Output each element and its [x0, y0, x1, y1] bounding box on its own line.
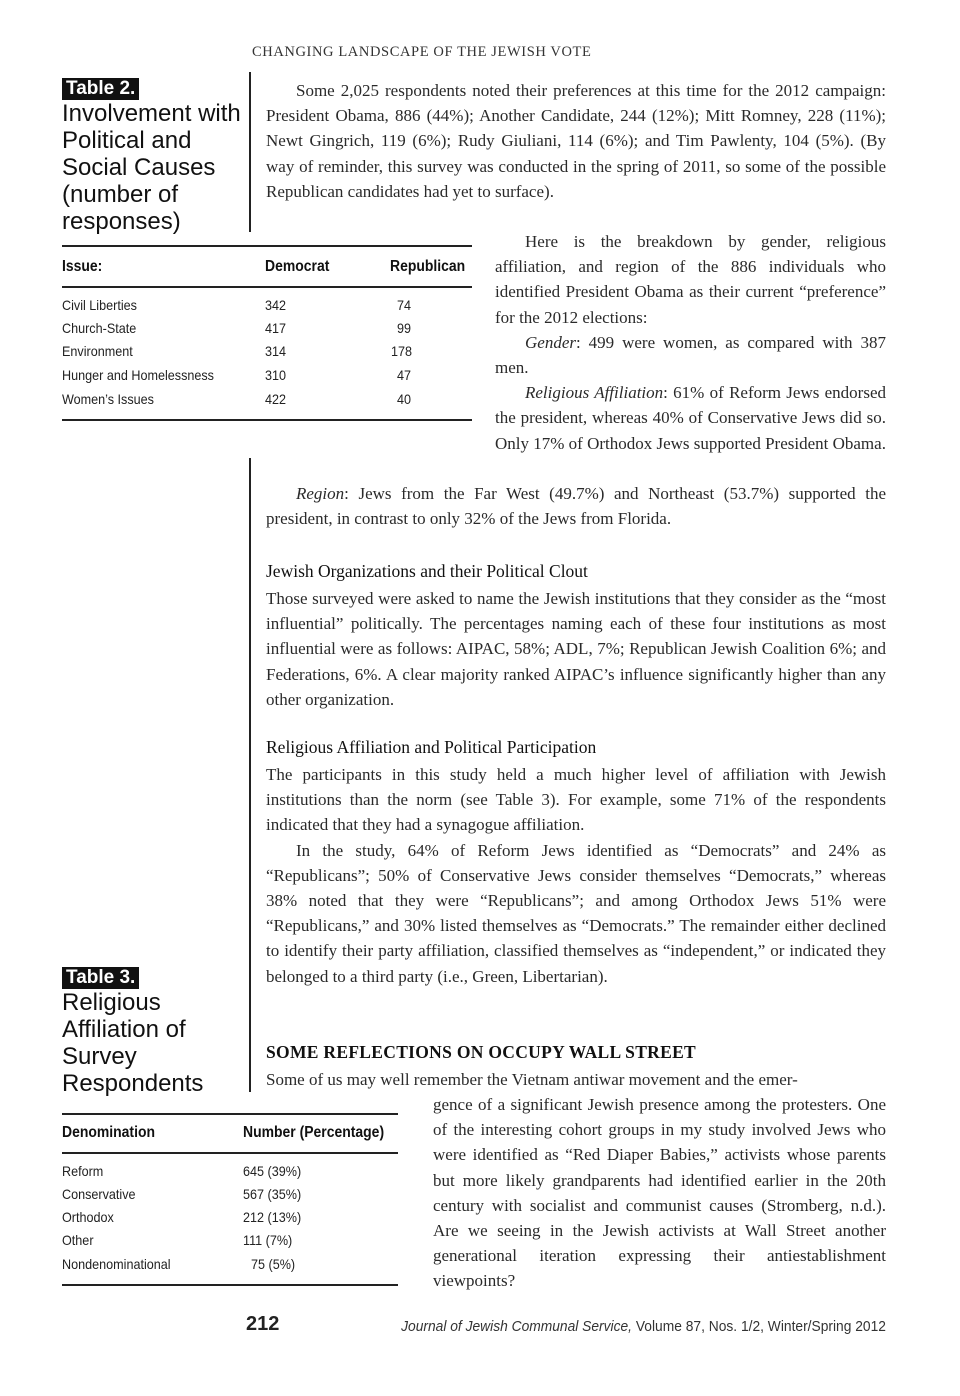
paragraph-1: Some 2,025 respondents noted their preferences at this time for the 2012 campaign: President Obama, 886 (44%); Another Candidate, 244 (12%); Mitt Romney, 228 (11%); Newt Gingrich, 119 (6%); Rudy Giuliani, 114 (6%); and Tim Pawlenty, 104 (5%). (By way of reminder, this survey was conducted in the spring of 2011, so some of the possible Republican candidates had yet to surface). — [266, 81, 886, 201]
paragraph-3: Those surveyed were asked to name the Jewish institutions that they consider as the “most influential” politically. The percentages naming each of these four institutions as most influential were as follows: AIPAC, 58%; ADL, 7%; Republican Jewish Coalition 6%; and Federations, 6%. A clear majority ranked AIPAC’s influence significantly higher than any other organization. — [266, 589, 886, 709]
region-text: : Jews from the Far West (49.7%) and Northeast (53.7%) supported the president, in contrast to only 32% of the Jews from Florida. — [266, 484, 886, 529]
paragraph-region — [266, 481, 886, 531]
table-cell: 310 — [265, 367, 287, 383]
running-head: CHANGING LANDSCAPE OF THE JEWISH VOTE — [252, 44, 592, 60]
journal-footer — [401, 1318, 886, 1335]
table-row: Other — [62, 1232, 94, 1248]
section-heading-occupy: SOME REFLECTIONS ON OCCUPY WALL STREET — [266, 1042, 697, 1062]
paragraph-6-first-line: Some of us may well remember the Vietnam antiwar movement and the emer- — [266, 1070, 798, 1089]
footer-issue: Volume 87, Nos. 1/2, Winter/Spring 2012 — [635, 1318, 886, 1335]
table2-header-issue: Issue: — [62, 258, 103, 275]
vertical-rule — [249, 72, 251, 232]
section-heading-organizations: Jewish Organizations and their Political Clout — [266, 561, 588, 581]
table3-label: Table 3. — [62, 967, 139, 989]
table-cell: 99 — [397, 320, 412, 336]
paragraph-6: gence of a significant Jewish presence among the protesters. One of the interesting cohort groups in my study involved Jews who were identified as “Red Diaper Babies,” activists whose parents but more likely grandparents had identified earlier in the 20th century with socialist and communist causes (Stromberg, n.d.). Are we seeing in the Jewish activists at Wall Street another generational iteration expressing their antiestablishment viewpoints? — [433, 1095, 886, 1291]
table-cell: 417 — [265, 320, 287, 336]
table2-label: Table 2. — [62, 78, 139, 100]
table-row: Hunger and Homelessness — [62, 367, 214, 383]
table-row: Reform — [62, 1163, 104, 1179]
table-cell: 645 (39%) — [243, 1163, 302, 1179]
table-cell: 212 (13%) — [243, 1209, 302, 1225]
table3-header-rule — [62, 1152, 398, 1154]
footer-journal-title: Journal of Jewish Communal Service, — [401, 1318, 633, 1335]
table-cell: 567 (35%) — [243, 1186, 302, 1202]
table-row: Civil Liberties — [62, 297, 137, 313]
table-row: Women’s Issues — [62, 391, 154, 407]
table-row: Orthodox — [62, 1209, 114, 1225]
table3-header-denomination: Denomination — [62, 1124, 156, 1141]
section-heading-affiliation: Religious Affiliation and Political Participation — [266, 737, 597, 757]
paragraph-2: Here is the breakdown by gender, religious affiliation, and region of the 886 individuals who identified President Obama as their current “preference” for the 2012 elections: Gender: 499 were women, as compared with 387 men. Religious Affiliation: 61% of Reform Jews endorsed the president, whereas 40% of Conservative Jews did so. Only 17% of Orthodox Jews supported President Obama. — [495, 232, 886, 453]
table-cell: 178 — [391, 343, 413, 359]
table-row: Nondenominational — [62, 1256, 171, 1272]
table3-header-number: Number (Percentage) — [243, 1124, 385, 1141]
table2-top-rule — [62, 245, 472, 247]
table-cell: 40 — [397, 391, 412, 407]
table2-caption — [62, 78, 242, 235]
religion-label: Religious Affiliation — [525, 383, 664, 403]
table-cell: 74 — [397, 297, 412, 313]
paragraph-4: The participants in this study held a much higher level of affiliation with Jewish institutions than the norm (see Table 3). For example, some 71% of the respondents indicated that they had a synagogue affiliation. In the study, 64% of Reform Jews identified as “Democrats” and 24% as “Republicans”; 50% of Conservative Jews consider themselves “Democrats,” whereas 38% noted that they were “Republicans”; and among Orthodox Jews 51% were “Republicans,” and 30% listed themselves as “Democrats.” The remainder either declined to identify their party affiliation, classified themselves as “independent,” or indicated they belonged to a third party (i.e., Green, Libertarian). — [266, 765, 886, 986]
table-row: Conservative — [62, 1186, 136, 1202]
table-row: Environment — [62, 343, 133, 359]
table-cell: 422 — [265, 391, 287, 407]
religion-text: : 61% of Reform Jews endorsed the president, whereas 40% of Conservative Jews did so. Only 17% of Orthodox Jews supported President Obama. — [495, 383, 886, 453]
table3-title: Religious Affiliation of Survey Respondents — [62, 989, 204, 1097]
region-label: Region — [296, 484, 345, 503]
table2-header-rule — [62, 286, 472, 288]
table2-bottom-rule — [62, 419, 472, 421]
table-cell: 342 — [265, 297, 287, 313]
table2-header-republican: Republican — [390, 258, 466, 275]
table3-bottom-rule — [62, 1284, 398, 1286]
table-cell: 75 (5%) — [251, 1256, 296, 1272]
table-cell: 47 — [397, 367, 412, 383]
vertical-rule — [249, 458, 251, 1092]
table3-caption — [62, 967, 242, 1097]
page-number: 212 — [246, 1313, 280, 1335]
table2-header-democrat: Democrat — [265, 258, 330, 275]
table-cell: 111 (7%) — [243, 1232, 293, 1248]
table3-top-rule — [62, 1113, 398, 1115]
table-row: Church-State — [62, 320, 137, 336]
table-cell: 314 — [265, 343, 287, 359]
gender-text: : 499 were women, as compared with 387 men. — [495, 332, 886, 378]
table2-title: Involvement with Political and Social Causes (number of responses) — [62, 100, 241, 235]
gender-label: Gender — [525, 332, 576, 352]
